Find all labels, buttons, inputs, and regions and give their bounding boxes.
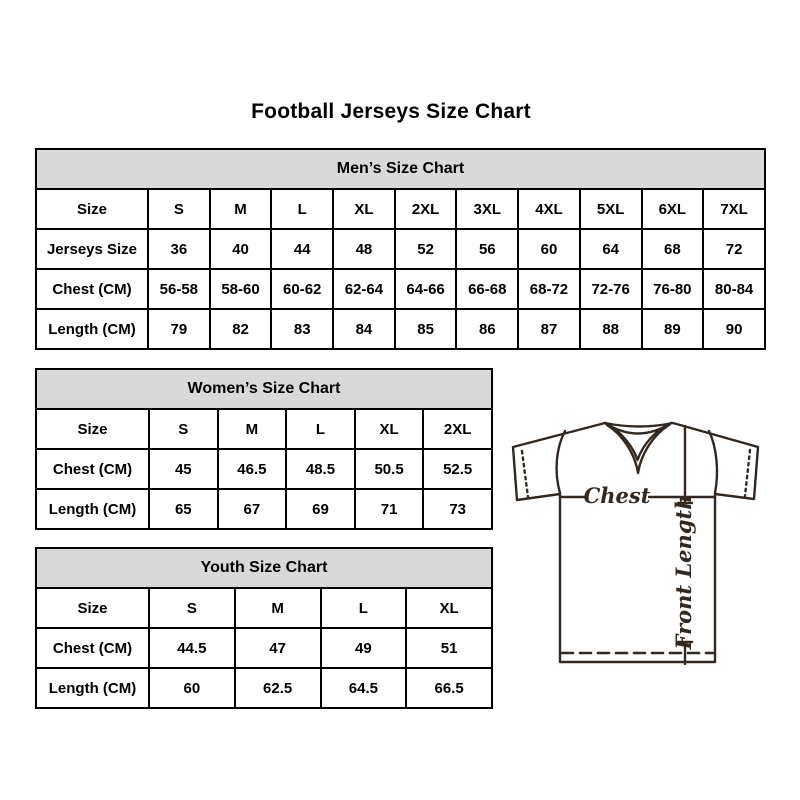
value-cell: 47 xyxy=(235,628,321,668)
column-header-cell: XL xyxy=(333,189,395,229)
column-header-cell: M xyxy=(218,409,287,449)
value-cell: 69 xyxy=(286,489,355,529)
row-label-cell: Chest (CM) xyxy=(36,449,149,489)
value-cell: 86 xyxy=(456,309,518,349)
womens-size-table xyxy=(35,368,493,528)
youth-size-table xyxy=(35,547,493,707)
value-cell: 72 xyxy=(703,229,765,269)
table-header-title: Youth Size Chart xyxy=(36,548,492,588)
column-header-cell: L xyxy=(321,588,407,628)
value-cell: 71 xyxy=(355,489,424,529)
value-cell: 88 xyxy=(580,309,642,349)
value-cell: 62-64 xyxy=(333,269,395,309)
value-cell: 83 xyxy=(271,309,333,349)
value-cell: 36 xyxy=(148,229,210,269)
column-header-cell: M xyxy=(235,588,321,628)
row-label-cell: Jerseys Size xyxy=(36,229,148,269)
table-row xyxy=(36,189,765,229)
value-cell: 65 xyxy=(149,489,218,529)
row-label-cell: Size xyxy=(36,409,149,449)
value-cell: 51 xyxy=(406,628,492,668)
row-label-cell: Chest (CM) xyxy=(36,628,149,668)
table-header-title: Men’s Size Chart xyxy=(36,149,765,189)
value-cell: 62.5 xyxy=(235,668,321,708)
value-cell: 56 xyxy=(456,229,518,269)
value-cell: 64.5 xyxy=(321,668,407,708)
table-row xyxy=(36,449,492,489)
value-cell: 46.5 xyxy=(218,449,287,489)
value-cell: 64-66 xyxy=(395,269,457,309)
table-row xyxy=(36,668,492,708)
table-header-title: Women’s Size Chart xyxy=(36,369,492,409)
column-header-cell: L xyxy=(271,189,333,229)
value-cell: 44 xyxy=(271,229,333,269)
value-cell: 89 xyxy=(642,309,704,349)
value-cell: 67 xyxy=(218,489,287,529)
table-row xyxy=(36,489,492,529)
column-header-cell: S xyxy=(149,409,218,449)
column-header-cell: 2XL xyxy=(423,409,492,449)
row-label-cell: Length (CM) xyxy=(36,668,149,708)
column-header-cell: L xyxy=(286,409,355,449)
row-label-cell: Length (CM) xyxy=(36,309,148,349)
jersey-outline xyxy=(513,423,758,662)
value-cell: 40 xyxy=(210,229,272,269)
value-cell: 82 xyxy=(210,309,272,349)
value-cell: 64 xyxy=(580,229,642,269)
column-header-cell: 4XL xyxy=(518,189,580,229)
table-row xyxy=(36,588,492,628)
value-cell: 87 xyxy=(518,309,580,349)
row-label-cell: Chest (CM) xyxy=(36,269,148,309)
value-cell: 60 xyxy=(149,668,235,708)
column-header-cell: XL xyxy=(406,588,492,628)
value-cell: 73 xyxy=(423,489,492,529)
value-cell: 56-58 xyxy=(148,269,210,309)
value-cell: 60 xyxy=(518,229,580,269)
row-label-cell: Size xyxy=(36,189,148,229)
column-header-cell: 6XL xyxy=(642,189,704,229)
column-header-cell: 3XL xyxy=(456,189,518,229)
row-label-cell: Length (CM) xyxy=(36,489,149,529)
value-cell: 80-84 xyxy=(703,269,765,309)
value-cell: 72-76 xyxy=(580,269,642,309)
value-cell: 48.5 xyxy=(286,449,355,489)
value-cell: 68-72 xyxy=(518,269,580,309)
column-header-cell: 2XL xyxy=(395,189,457,229)
value-cell: 50.5 xyxy=(355,449,424,489)
value-cell: 90 xyxy=(703,309,765,349)
column-header-cell: S xyxy=(148,189,210,229)
column-header-cell: S xyxy=(149,588,235,628)
column-header-cell: 5XL xyxy=(580,189,642,229)
value-cell: 76-80 xyxy=(642,269,704,309)
value-cell: 58-60 xyxy=(210,269,272,309)
row-label-cell: Size xyxy=(36,588,149,628)
value-cell: 66-68 xyxy=(456,269,518,309)
value-cell: 60-62 xyxy=(271,269,333,309)
table-row xyxy=(36,269,765,309)
mens-size-table xyxy=(35,148,766,348)
value-cell: 45 xyxy=(149,449,218,489)
table-row xyxy=(36,229,765,269)
front-length-label: Front Length xyxy=(671,494,696,650)
column-header-cell: M xyxy=(210,189,272,229)
table-row xyxy=(36,628,492,668)
value-cell: 52 xyxy=(395,229,457,269)
value-cell: 49 xyxy=(321,628,407,668)
column-header-cell: XL xyxy=(355,409,424,449)
value-cell: 79 xyxy=(148,309,210,349)
jersey-measurement-diagram xyxy=(505,398,767,670)
value-cell: 85 xyxy=(395,309,457,349)
page-title: Football Jerseys Size Chart xyxy=(251,100,531,123)
value-cell: 84 xyxy=(333,309,395,349)
table-row xyxy=(36,309,765,349)
value-cell: 52.5 xyxy=(423,449,492,489)
value-cell: 66.5 xyxy=(406,668,492,708)
column-header-cell: 7XL xyxy=(703,189,765,229)
table-row xyxy=(36,409,492,449)
value-cell: 48 xyxy=(333,229,395,269)
value-cell: 68 xyxy=(642,229,704,269)
value-cell: 44.5 xyxy=(149,628,235,668)
chest-label: Chest xyxy=(583,483,651,508)
